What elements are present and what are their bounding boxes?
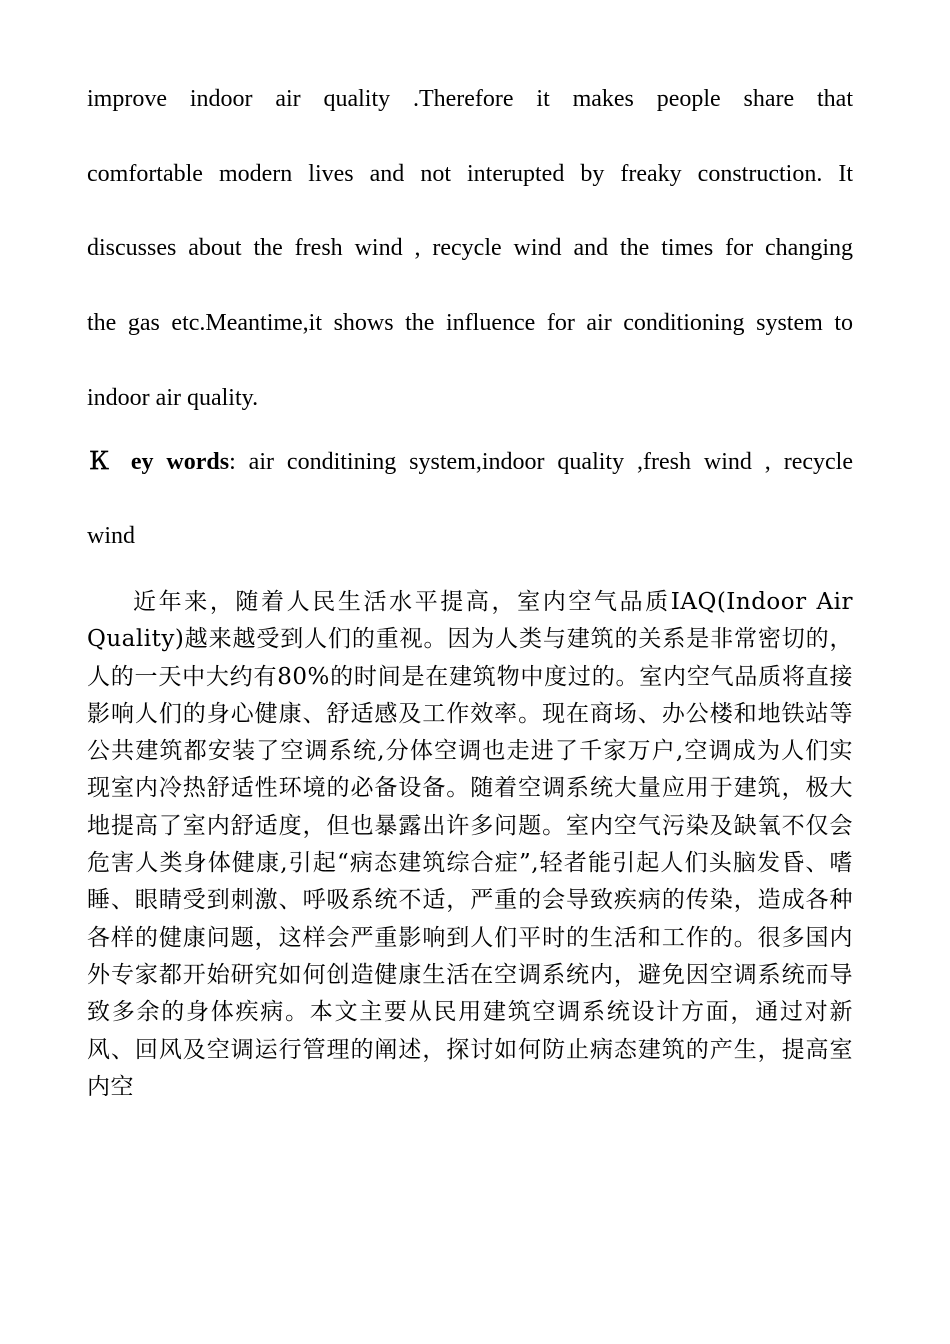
keywords-separator: :	[229, 449, 236, 475]
keywords-continuation: wind	[87, 523, 135, 549]
abstract-line-5: indoor air quality.	[87, 385, 259, 411]
abstract-line-1: improve indoor air quality .Therefore it makes people share that	[87, 86, 853, 112]
chinese-body-paragraph: 近年来，随着人民生活水平提高，室内空气品质IAQ(Indoor Air Quality)越来越受到人们的重视。因为人类与建筑的关系是非常密切的，人的一天中大约有80%的时间是在建筑物中度过的。室内空气品质将直接影响人们的身心健康、舒适感及工作效率。现在商场、办公楼和地铁站等公共建筑都安装了空调系统,分体空调也走进了千家万户,空调成为人们实现室内冷热舒适性环境的必备设备。随着空调系统大量应用于建筑，极大地提高了室内舒适度，但也暴露出许多问题。室内空气污染及缺氧不仅会危害人类身体健康,引起“病态建筑综合症”,轻者能引起人们头脑发昏、嗜睡、眼睛受到刺激、呼吸系统不适，严重的会导致疾病的传染，造成各种各样的健康问题，这样会严重影响到人们平时的生活和工作的。很多国内外专家都开始研究如何创造健康生活在空调系统内，避免因空调系统而导致多余的身体疾病。本文主要从民用建筑空调系统设计方面，通过对新风、回风及空调运行管理的阐述，探讨如何防止病态建筑的产生，提高室内空	[87, 589, 853, 1100]
abstract-line-4: the gas etc.Meantime,it shows the influence for air conditioning system to	[87, 310, 853, 336]
keywords-label: Ｋ ey words	[87, 449, 230, 475]
abstract-line-2: comfortable modern lives and not interupted by freaky construction. It	[87, 161, 853, 187]
abstract-line-3: discusses about the fresh wind , recycle wind and the times for changing	[87, 235, 853, 261]
keywords-text: air conditining system,indoor quality ,fresh wind , recycle	[235, 449, 853, 475]
keywords-line	[87, 447, 853, 477]
